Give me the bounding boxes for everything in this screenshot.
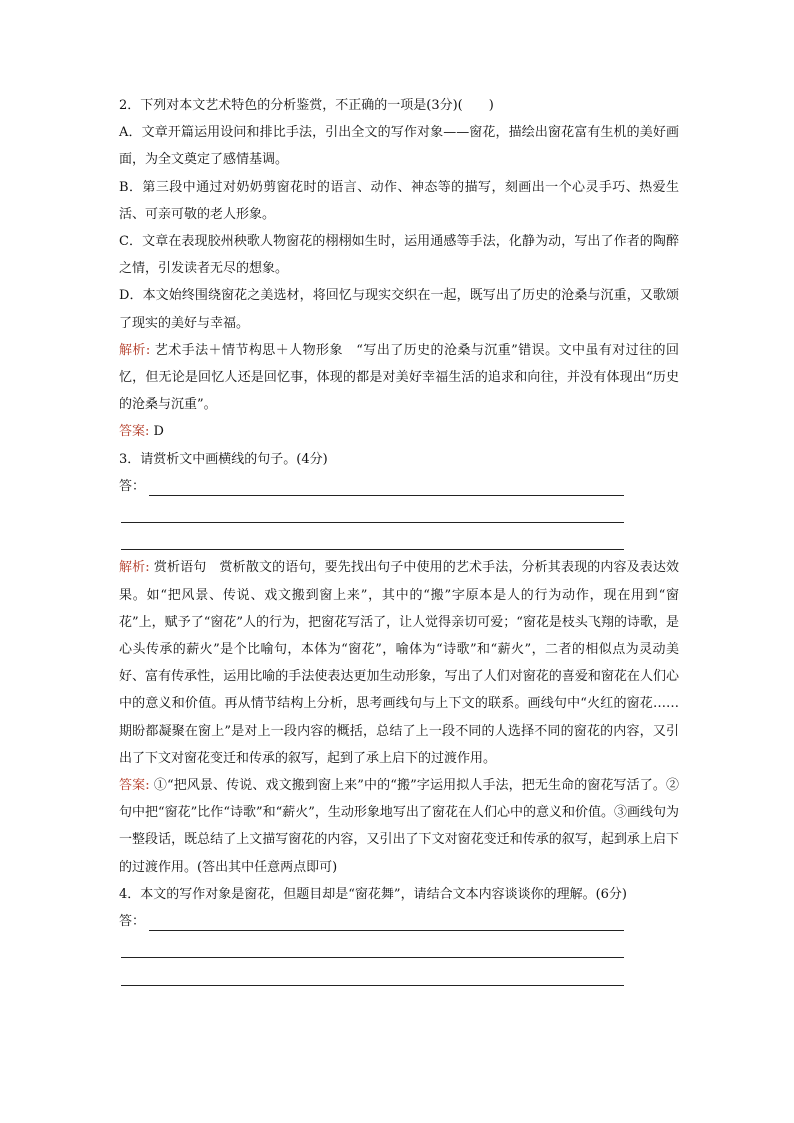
question-2-answer: [119, 418, 679, 445]
answer-rule: [121, 549, 624, 550]
answer-line[interactable]: [119, 500, 679, 527]
answer-rule: [121, 522, 624, 523]
answer-label: 答案:: [119, 778, 150, 794]
question-3-stem: 3．请赏析文中画横线的句子。(4分): [119, 451, 328, 467]
question-3-analysis: [119, 554, 679, 772]
analysis-text: 赏析语句 赏析散文的语句，要先找出句子中使用的艺术手法，分析其表现的内容及表达效果。如“把风景、传说、戏文搬到窗上来”，其中的“搬”字原本是人的行为动作，现在用到“窗花”上，赋予了“窗花”人的行为，把窗花写活了，让人觉得亲切可爱；“窗花是枝头飞翔的诗歌，是心头传承的薪火”是个比喻句，本体为“窗花”，喻体为“诗歌”和“薪火”，二者的相似点为灵动美好、富有传承性，运用比喻的手法使表达更加生动形象，写出了人们对窗花的喜爱和窗花在人们心中的意义和价值。再从情节结构上分析，思考画线句与上下文的联系。画线句中“火红的窗花……期盼都凝聚在窗上”是对上一段内容的概括，总结了上一段不同的人选择不同的窗花的内容，又引出了下文对窗花变迁和传承的叙写，起到了承上启下的过渡作用。: [119, 560, 679, 766]
answer-prompt: 答：: [119, 478, 146, 494]
answer-text: ①“把风景、传说、戏文搬到窗上来”中的“搬”字运用拟人手法，把无生命的窗花写活了。②句中把“窗花”比作“诗歌”和“薪火”，生动形象地写出了窗花在人们心中的意义和价值。③画线句为一整段话，既总结了上文描写窗花的内容，又引出了下文对窗花变迁和传承的叙写，起到承上启下的过渡作用。(答出其中任意两点即可): [119, 778, 679, 875]
answer-line[interactable]: [119, 908, 679, 935]
question-2-option-b: B．第三段中通过对奶奶剪窗花时的语言、动作、神态等的描写，刻画出一个心灵手巧、热爱生活、可亲可敬的老人形象。: [119, 179, 679, 222]
question-2-option-a: A．文章开篇运用设问和排比手法，引出全文的写作对象——窗花，描绘出窗花富有生机的美好画面，为全文奠定了感情基调。: [119, 125, 679, 168]
answer-rule: [121, 985, 624, 986]
answer-rule: [121, 957, 624, 958]
question-2-option-d: D．本文始终围绕窗花之美选材，将回忆与现实交织在一起，既写出了历史的沧桑与沉重，又歌颂了现实的美好与幸福。: [119, 288, 679, 331]
document-page: [119, 92, 679, 990]
question-4-stem: 4．本文的写作对象是窗花，但题目却是“窗花舞”，请结合文本内容谈谈你的理解。(6分): [119, 886, 627, 902]
answer-rule: [149, 930, 624, 931]
question-2-stem: 2．下列对本文艺术特色的分析鉴赏，不正确的一项是(3分)( ): [119, 98, 494, 113]
analysis-label: 解析:: [119, 342, 151, 358]
analysis-text: 艺术手法＋情节构思＋人物形象 “写出了历史的沧桑与沉重”错误。文中虽有对过往的回忆，但无论是回忆人还是回忆事，体现的都是对美好幸福生活的追求和向往，并没有体现出“历史的沧桑与沉重”。: [119, 342, 679, 413]
answer-line[interactable]: [119, 935, 679, 962]
answer-line[interactable]: [119, 962, 679, 989]
answer-text: D: [149, 424, 164, 440]
answer-rule: [149, 495, 624, 496]
question-2-analysis: [119, 337, 679, 419]
answer-line[interactable]: [119, 527, 679, 554]
question-2-option-c: C．文章在表现胶州秧歌人物窗花的栩栩如生时，运用通感等手法，化静为动，写出了作者的陶醉之情，引发读者无尽的想象。: [119, 234, 679, 277]
answer-line[interactable]: [119, 473, 679, 500]
analysis-label: 解析:: [119, 560, 150, 576]
question-3-answer: [119, 772, 679, 881]
answer-label: 答案:: [119, 424, 150, 440]
answer-prompt: 答：: [119, 914, 146, 930]
